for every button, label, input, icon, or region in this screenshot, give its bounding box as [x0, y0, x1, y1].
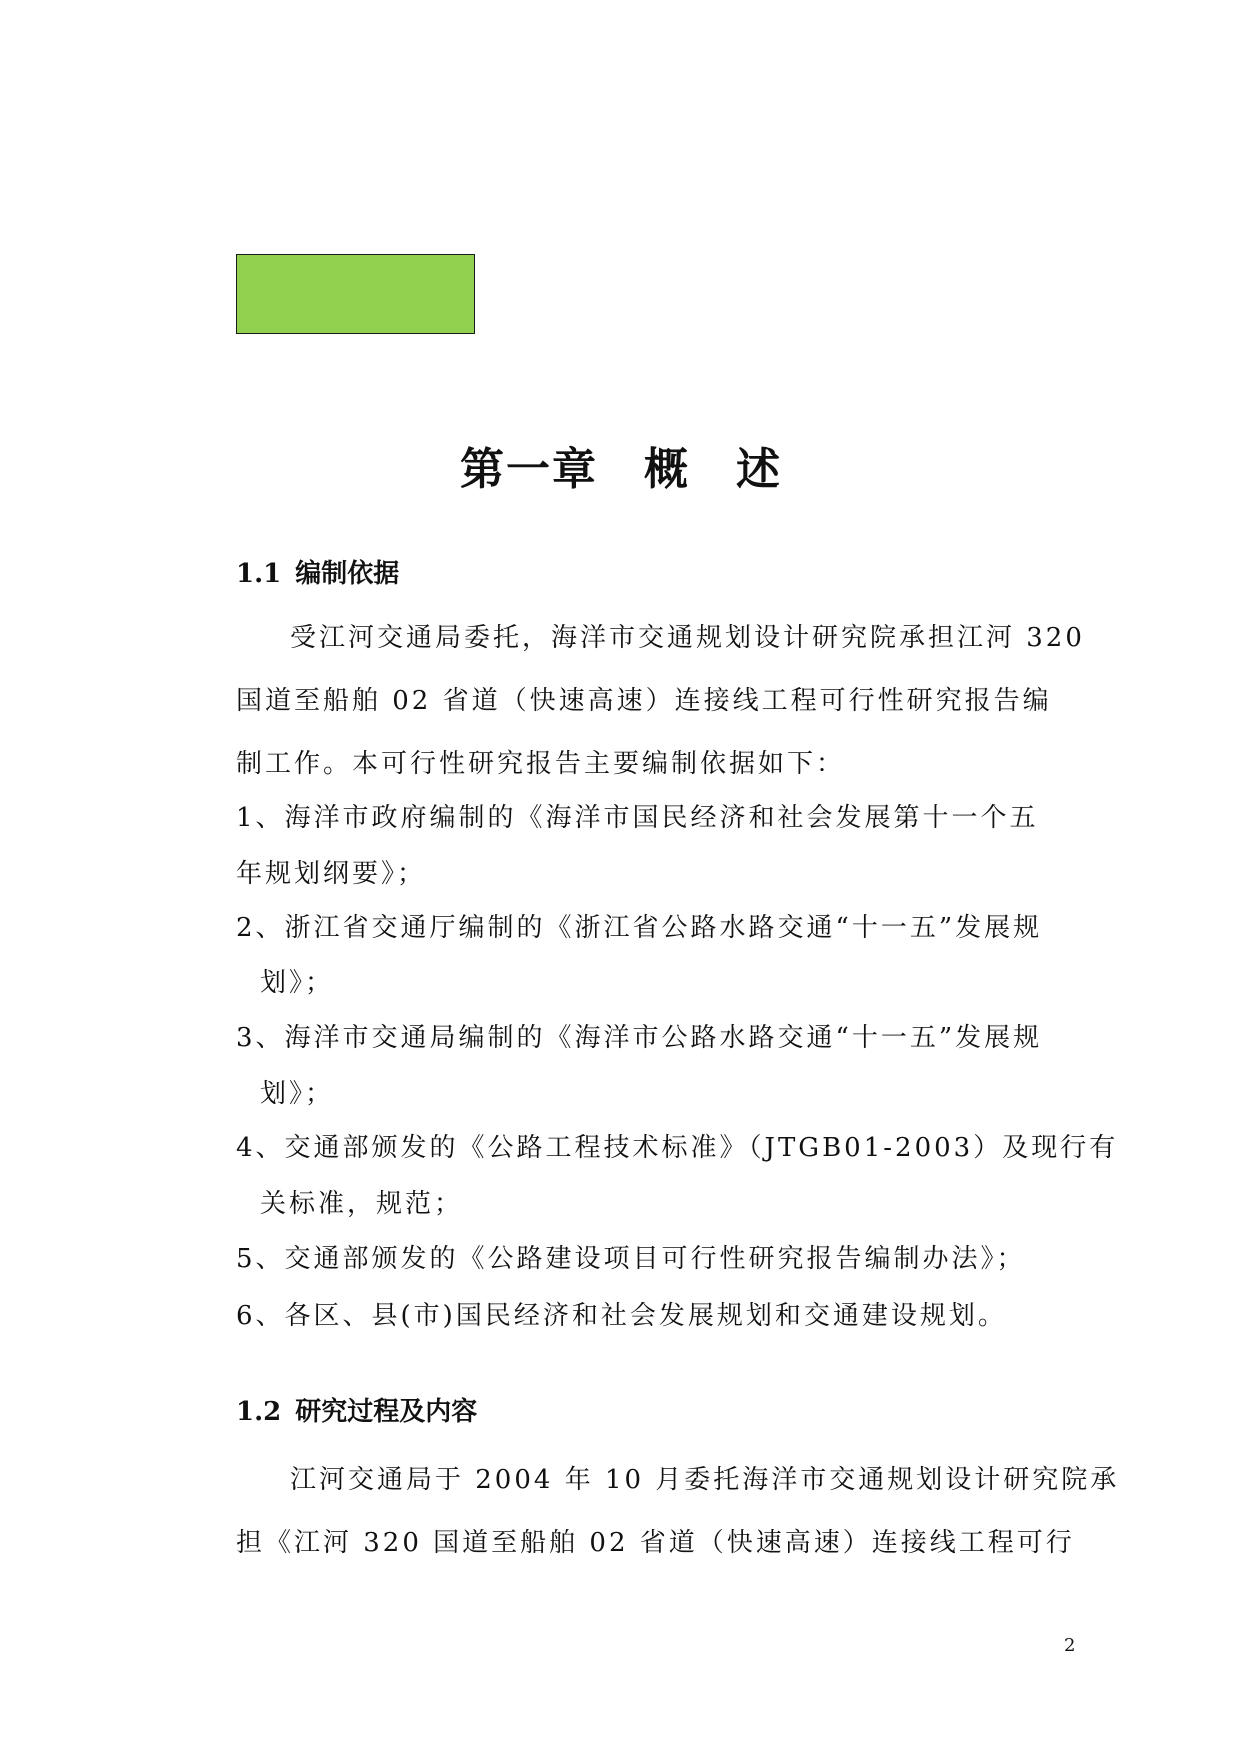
section-title: 研究过程及内容: [295, 1397, 478, 1427]
section-number: 1.1: [236, 559, 282, 589]
list-item-2: 2、浙江省交通厅编制的《浙江省公路水路交通“十一五”发展规: [236, 913, 1043, 943]
list-item-3-continued: 划》；: [260, 1079, 335, 1109]
paragraph-line: 制工作。本可行性研究报告主要编制依据如下：: [236, 749, 846, 779]
paragraph-line: 国道至船舶 02 省道（快速高速）连接线工程可行性研究报告编: [236, 686, 1052, 716]
section-heading-1-1: [236, 556, 399, 592]
chapter-title: 第一章 概 述: [460, 444, 782, 495]
list-item-4-continued: 关标准，规范；: [260, 1189, 464, 1219]
list-item-2-continued: 划》；: [260, 968, 335, 998]
list-item-6: 6、各区、县(市)国民经济和社会发展规划和交通建设规划。: [236, 1301, 1007, 1331]
list-item-4: 4、交通部颁发的《公路工程技术标准》（JTGB01-2003）及现行有: [236, 1133, 1119, 1163]
paragraph-line: 江河交通局于 2004 年 10 月委托海洋市交通规划设计研究院承: [290, 1465, 1120, 1495]
page-number: 2: [1064, 1635, 1076, 1656]
section-title: 编制依据: [295, 559, 400, 589]
list-item-3: 3、海洋市交通局编制的《海洋市公路水路交通“十一五”发展规: [236, 1023, 1043, 1053]
highlight-box: [236, 254, 475, 334]
list-item-1: 1、海洋市政府编制的《海洋市国民经济和社会发展第十一个五: [236, 803, 1039, 833]
section-heading-1-2: [236, 1394, 477, 1430]
section-number: 1.2: [236, 1397, 282, 1427]
list-item-1-continued: 年规划纲要》；: [236, 859, 427, 889]
paragraph-line: 担《江河 320 国道至船舶 02 省道（快速高速）连接线工程可行: [236, 1528, 1075, 1558]
list-item-5: 5、交通部颁发的《公路建设项目可行性研究报告编制办法》；: [236, 1244, 1026, 1274]
paragraph-line: 受江河交通局委托，海洋市交通规划设计研究院承担江河 320: [290, 623, 1085, 653]
